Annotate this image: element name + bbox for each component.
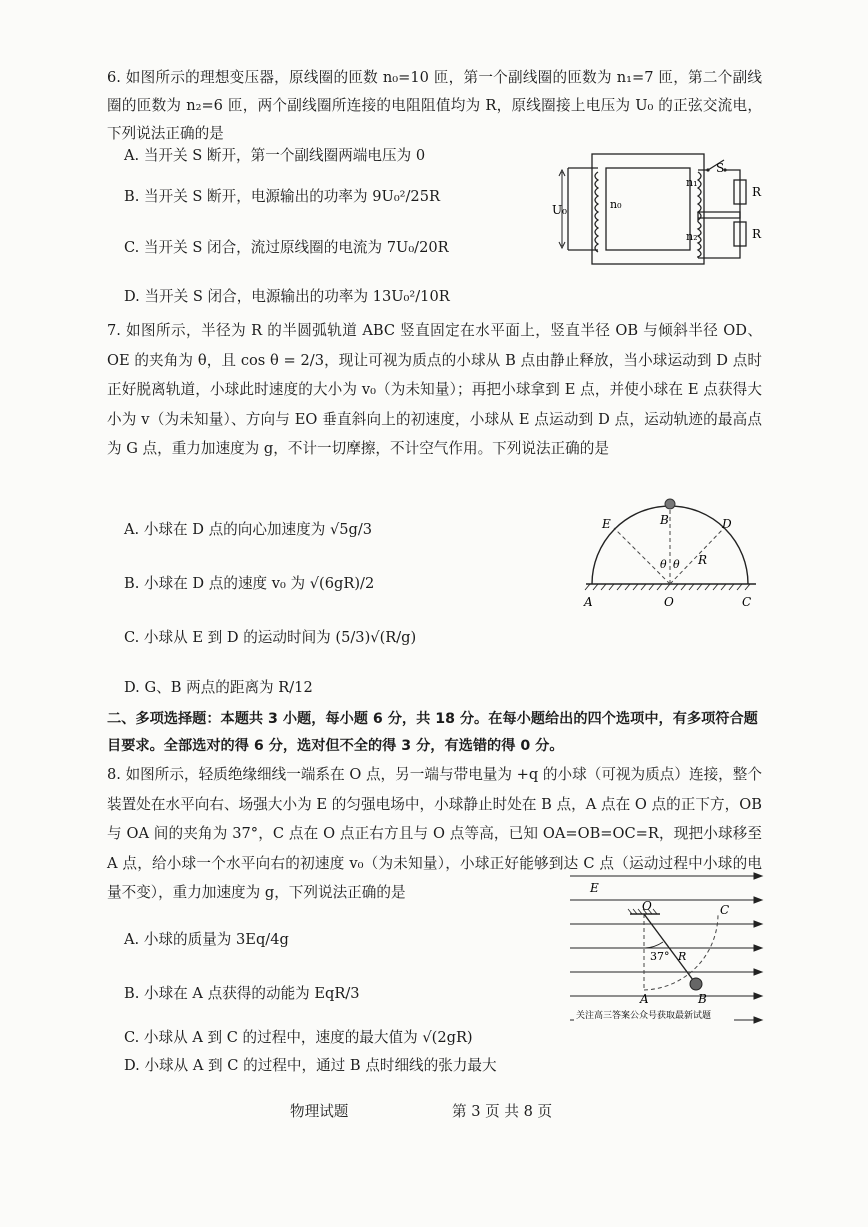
transformer-figure bbox=[548, 146, 770, 268]
point-d-label: D bbox=[722, 517, 732, 531]
theta-right-label: θ bbox=[673, 558, 680, 571]
point-o-label-q8: O bbox=[642, 899, 652, 913]
q7-option-b: B. 小球在 D 点的速度 v₀ 为 √(6gR)/2 bbox=[124, 575, 375, 592]
q7-option-d: D. G、B 两点的距离为 R/12 bbox=[124, 679, 313, 696]
n0-label: n₀ bbox=[610, 198, 622, 211]
q6-option-d: D. 当开关 S 闭合，电源输出的功率为 13U₀²/10R bbox=[124, 288, 450, 305]
n2-label: n₂ bbox=[686, 230, 698, 243]
point-e-label: E bbox=[602, 517, 611, 531]
point-o-label: O bbox=[664, 595, 674, 609]
point-b-label: B bbox=[660, 513, 669, 527]
r1-label: R bbox=[752, 185, 762, 199]
q8-option-b: B. 小球在 A 点获得的动能为 EqR/3 bbox=[124, 985, 360, 1002]
q6-option-c: C. 当开关 S 闭合，流过原线圈的电流为 7U₀/20R bbox=[124, 239, 449, 256]
u0-label: U₀ bbox=[552, 203, 567, 217]
q6-option-a: A. 当开关 S 断开，第一个副线圈两端电压为 0 bbox=[124, 147, 426, 164]
q7-option-c: C. 小球从 E 到 D 的运动时间为 (5/3)√(R/g) bbox=[124, 629, 417, 646]
q6-option-b: B. 当开关 S 断开，电源输出的功率为 9U₀²/25R bbox=[124, 188, 440, 205]
point-a-label: A bbox=[584, 595, 593, 609]
radius-r-label-q8: R bbox=[678, 950, 687, 963]
point-c-label: C bbox=[742, 595, 752, 609]
semicircle-track-figure bbox=[582, 498, 762, 614]
q7-option-a: A. 小球在 D 点的向心加速度为 √5g/3 bbox=[124, 521, 373, 538]
theta-left-label: θ bbox=[660, 558, 667, 571]
q6-stem: 6. 如图所示的理想变压器，原线圈的匝数 n₀=10 匝，第一个副线圈的匝数为 n₁=7 匝，第二个副线圈的匝数为 n₂=6 匝，两个副线圈所连接的电阻阻值均为 R，原线圈接上电压为 U₀ 的正弦交流电，下列说法正确的是 bbox=[107, 69, 762, 142]
radius-r-label: R bbox=[698, 553, 708, 567]
point-b-label-q8: B bbox=[698, 992, 707, 1006]
q8-option-a: A. 小球的质量为 3Eq/4g bbox=[124, 931, 289, 948]
q8-stem: 8. 如图所示，轻质绝缘细线一端系在 O 点，另一端与带电量为 +q 的小球（可视为质点）连接，整个装置处在水平向右、场强大小为 E 的匀强电场中，小球静止时处在 B 点，A 点在 O 点的正下方，OB 与 OA 间的夹角为 37°，C 点在 O 点正右方且与 O 点等高，已知 OA=OB=OC=R，现把小球移至 A 点，给小球一个水平向右的初速度 v₀（为未知量），小球正好能够到达 C 点（运动过程中小球的电量不变），重力加速度为 g，下列说法正确的是 bbox=[107, 766, 762, 901]
footer-page: 第 3 页 共 8 页 bbox=[452, 1103, 553, 1120]
n1-label: n₁ bbox=[686, 176, 698, 189]
angle-37-label: 37° bbox=[650, 950, 670, 963]
r2-label: R bbox=[752, 227, 762, 241]
point-a-label-q8: A bbox=[640, 992, 649, 1006]
q8-option-c: C. 小球从 A 到 C 的过程中，速度的最大值为 √(2gR) bbox=[124, 1029, 473, 1046]
watermark-text: 关注高三答案公众号获取最新试题 bbox=[576, 1011, 712, 1021]
q7-stem: 7. 如图所示，半径为 R 的半圆弧轨道 ABC 竖直固定在水平面上，竖直半径 OB 与倾斜半径 OD、OE 的夹角为 θ，且 cos θ = 2/3，现让可视为质点的小球从 B 点由静止释放，当小球运动到 D 点时正好脱离轨道，小球此时速度的大小为 v₀（为未知量）；再把小球拿到 E 点，并使小球在 E 点获得大小为 v（为未知量）、方向与 EO 垂直斜向上的初速度，小球从 E 点运动到 D 点，运动轨迹的最高点为 G 点，重力加速度为 g，不计一切摩擦，不计空气作用。下列说法正确的是 bbox=[107, 322, 762, 457]
switch-s-label: S bbox=[716, 161, 725, 175]
field-e-label: E bbox=[590, 881, 599, 895]
q8-option-d: D. 小球从 A 到 C 的过程中，通过 B 点时细线的张力最大 bbox=[124, 1057, 497, 1074]
electric-field-figure bbox=[566, 870, 766, 1026]
section2-heading: 二、多项选择题：本题共 3 小题，每小题 6 分，共 18 分。在每小题给出的四个选项中，有多项符合题目要求。全部选对的得 6 分，选对但不全的得 3 分，有选错的得 0 分。 bbox=[107, 711, 758, 754]
point-c-label-q8: C bbox=[720, 903, 730, 917]
footer-subject: 物理试题 bbox=[290, 1103, 349, 1120]
